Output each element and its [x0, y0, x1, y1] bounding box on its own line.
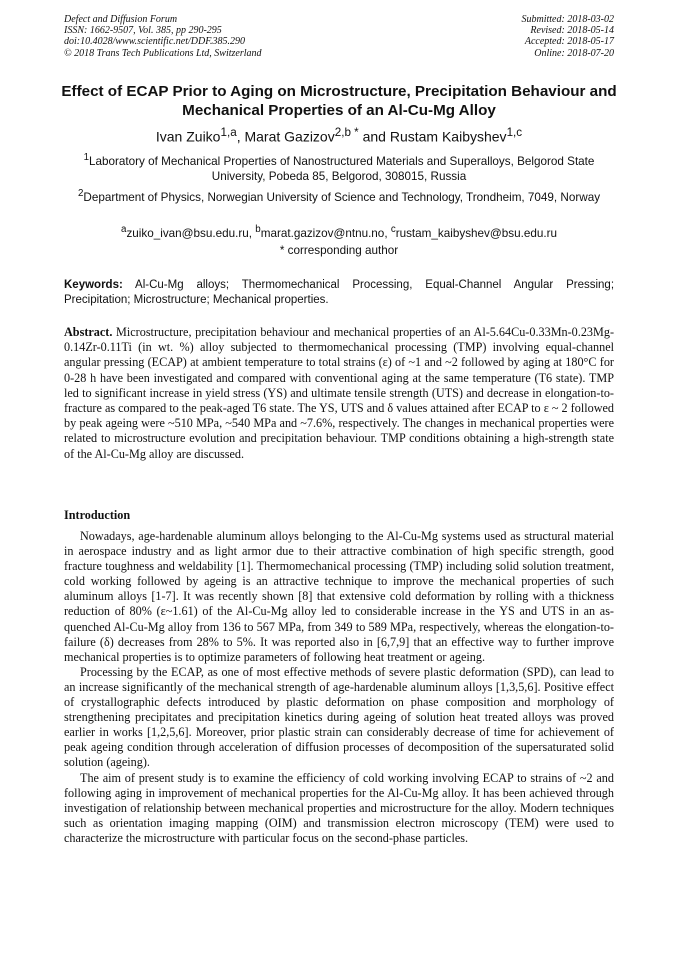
- author-sup: 2,b *: [334, 126, 359, 139]
- affiliation-sup: 1: [83, 152, 89, 163]
- paper-title: Effect of ECAP Prior to Aging on Microstructure, Precipitation Behaviour and Mechanical Properties of an Al-Cu-Mg Alloy: [61, 83, 617, 119]
- affiliation-sup: 2: [77, 188, 84, 199]
- email-sup: c: [390, 224, 396, 235]
- paragraph: Nowadays, age-hardenable aluminum alloys belonging to the Al-Cu-Mg systems used as structural material in aerospace industry and as light armor due to their attractive combination of high specific strength, good fracture toughness and weldability [1]. Thermomechanical processing (TMP) including solid solution treatment, cold working followed by ageing is an attractive technique to improve the mechanical properties of such aluminum alloys [1-7]. It was recently shown [8] that extensive cold deformation by rolling with a thickness reduction of 80% (ε~1.61) of the Al-Cu-Mg alloy led to considerable increase in the YS and UTS in an as-quenched Al-Cu-Mg alloy from 136 to 567 MPa, from 349 to 589 MPa, respectively, whereas the elongation-to-failure (δ) decreases from 28% to 5%. It was reported also in [6,7,9] that an effective way to further improve mechanical properties is to optimize parameters of following heat treatment or ageing.: [64, 529, 614, 664]
- revised-date: Revised: 2018-05-14: [530, 25, 614, 37]
- corresponding-author-note: * corresponding author: [279, 244, 399, 257]
- author-sup: 1,c: [506, 126, 523, 139]
- affiliation-1: [60, 150, 618, 184]
- abstract-label: Abstract.: [64, 325, 113, 339]
- paragraph: Processing by the ECAP, as one of most effective methods of severe plastic deformation (SPD), can lead to an increase significantly of the mechanical strength of age-hardenable aluminum alloys [1,3,5,6]. Positive effect of crystallographic defects introduced by plastic deformation on phase composition and morphology of strengthening precipitates and precipitation kinetics during ageing of solution heat treated alloys was proved earlier in works [1,2,5,6]. Moreover, prior plastic strain can considerably decrease of time for achievement of peak ageing condition through acceleration of diffusion processes of decomposition of the supersaturated solid solution (ageing).: [64, 664, 614, 770]
- abstract-text: Microstructure, precipitation behaviour and mechanical properties of an Al-5.64Cu-0.33Mn-0.23Mg-0.14Zr-0.11Ti (in wt. %) alloy subjected to thermomechanical processing (TMP) involving equal-channel angular pressing (ECAP) at ambient temperature to total strains (ε) of ~1 and ~2 followed by aging at 180°C for 0-28 h have been investigated and compared with conventional aging at the same temperature (T6 state). TMP led to significant increase in yield stress (YS) and ultimate tensile strength (UTS) and decrease in elongation-to-fracture as compared to the peak-aged T6 state. The YS, UTS and δ values attained after ECAP to ε ~ 2 followed by peak ageing were ~510 MPa, ~540 MPa and ~7.6%, respectively. The changes in mechanical properties were related to microstructure evolution and precipitation behaviour. TMP conditions obtaining a high-strength state of the Al-Cu-Mg alloy are discussed.: [64, 325, 615, 461]
- email-link[interactable]: marat.gazizov@ntnu.no: [260, 226, 385, 240]
- introduction-body: [64, 529, 614, 846]
- email-sup: a: [121, 224, 127, 235]
- keywords-label: Keywords:: [64, 279, 123, 291]
- accepted-date: Accepted: 2018-05-17: [524, 36, 614, 48]
- keywords-text: Al-Cu-Mg alloys; Thermomechanical Processing, Equal-Channel Angular Pressing; Precipitation; Microstructure; Mechanical properties.: [64, 279, 615, 307]
- affiliation-text: Department of Physics, Norwegian University of Science and Technology, Trondheim, 7049, Norway: [83, 190, 601, 204]
- paragraph: The aim of present study is to examine the efficiency of cold working involving ECAP to strains of ~2 and following aging in improvement of mechanical properties for the Al-Cu-Mg alloy. It has been achieved through investigation of relationship between mechanical properties and microstructure for the alloy. Modern techniques such as orientation imaging mapping (OIM) and transmission electron microscopy (TEM) were used to characterize the microstructure with particular focus on the second-phase particles.: [64, 770, 614, 845]
- copyright-line: © 2018 Trans Tech Publications Ltd, Switzerland: [64, 47, 262, 59]
- introduction-heading: Introduction: [64, 508, 131, 522]
- submitted-date: Submitted: 2018-03-02: [521, 14, 614, 25]
- journal-info: [64, 14, 262, 59]
- journal-name: Defect and Diffusion Forum: [64, 14, 178, 25]
- doi-line[interactable]: doi:10.4028/www.scientific.net/DDF.385.290: [64, 36, 246, 48]
- author-list: [60, 124, 618, 146]
- keywords-section: [64, 278, 614, 308]
- author-separator: ,: [236, 128, 245, 145]
- email-list: $^a$zuiko_ivan@bsu.edu.ru, $^b$marat.gazizov@ntnu.no, $^c$rustam_kaibyshev@bsu.edu.ru: [121, 224, 557, 240]
- publication-dates: [522, 14, 615, 59]
- author-separator: and: [358, 128, 390, 145]
- abstract-section: [64, 325, 614, 462]
- author-name: Marat Gazizov: [244, 128, 335, 145]
- affiliation-text: Laboratory of Mechanical Properties of Nanostructured Materials and Superalloys, Belgorod State University, Pobeda 85, Belgorod, 308015, Russia: [89, 154, 595, 183]
- issn-line: ISSN: 1662-9507, Vol. 385, pp 290-295: [64, 25, 222, 37]
- author-sup: 1,a: [220, 126, 237, 139]
- email-link[interactable]: zuiko_ivan@bsu.edu.ru: [126, 226, 249, 240]
- author-name: Ivan Zuiko: [155, 128, 221, 145]
- email-sup: b: [255, 224, 261, 235]
- affiliation-2: [60, 186, 618, 205]
- email-link[interactable]: rustam_kaibyshev@bsu.edu.ru: [395, 226, 557, 240]
- author-name: Rustam Kaibyshev: [389, 128, 507, 145]
- online-date: Online: 2018-07-20: [534, 47, 614, 59]
